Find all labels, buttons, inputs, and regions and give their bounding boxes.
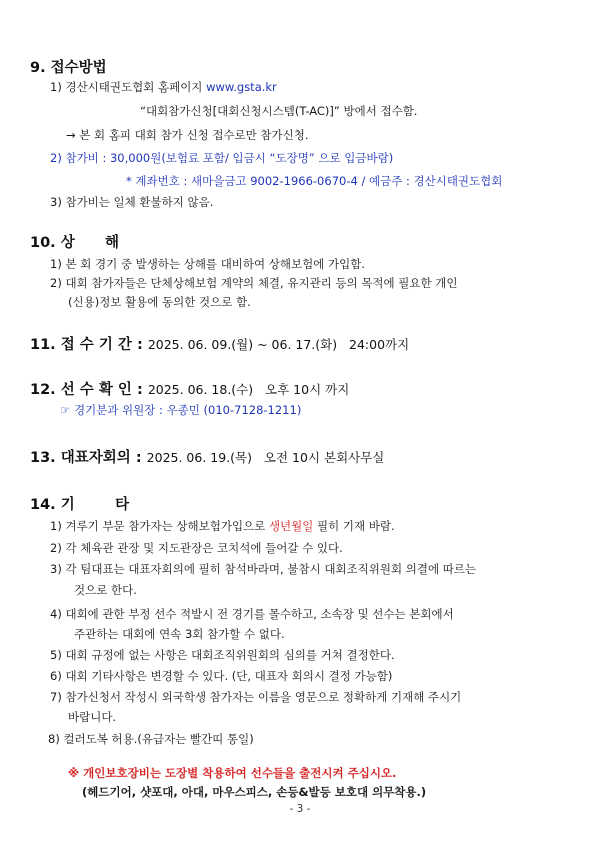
equipment-list: (헤드기어, 샷포대, 아대, 마우스피스, 손등&발등 보호대 의무착용.) — [82, 785, 427, 799]
sec14-line6: 6) 대회 기타사항은 변경할 수 있다. (단, 대표자 회의시 결정 가능함) — [50, 669, 393, 683]
sec10-line1: 1) 본 회 경기 중 발생하는 상해를 대비하여 상해보험에 가입함. — [50, 257, 365, 271]
section-10-title — [30, 231, 119, 252]
sec10-line2: 2) 대회 참가자들은 단체상해보험 계약의 체결, 유지관리 등의 목적에 필요한 개인 — [50, 276, 458, 290]
sec14-line7: 7) 참가신청서 작성시 외국학생 참가자는 이름을 영문으로 정확하게 기재해 주시기 — [50, 690, 462, 704]
section-14-title-text: 14. 기 타 — [30, 497, 130, 513]
sec14-line4b: 주관하는 대회에 연속 3회 참가할 수 없다. — [74, 627, 285, 641]
homepage-link[interactable]: www.gsta.kr — [206, 80, 277, 94]
sec14-line3b: 것으로 한다. — [74, 583, 137, 597]
sec9-account-line: * 계좌번호 : 새마을금고 9002-1966-0670-4 / 예금주 : 경산시태권도협회 — [126, 174, 503, 188]
section-10-title-text: 10. 상 해 — [30, 235, 120, 251]
section-9-title: 9. 접수방법 — [30, 60, 107, 76]
sec9-line1-text: 1) 경산시태권도협회 홈페이지 — [50, 80, 207, 94]
sec14-line2: 2) 각 체육관 관장 및 지도관장은 코치석에 들어갈 수 있다. — [50, 541, 343, 555]
sec14-line8: 8) 컬러도복 허용.(유급자는 빨간띠 통일) — [48, 732, 254, 746]
sec14-line1-text: 1) 겨루기 부문 참가자는 상해보험가입으로 — [50, 519, 269, 533]
page-number: - 3 - — [289, 803, 311, 815]
equipment-notice: ※ 개인보호장비는 도장별 착용하여 선수들을 출전시켜 주십시오. — [68, 766, 397, 780]
sec12-contact: ☞ 경기분과 위원장 : 우종민 (010-7128-1211) — [60, 403, 302, 417]
sec14-line3: 3) 각 팀대표는 대표자회의에 필히 참석바라며, 불참시 대회조직위원회 의결에 따르는 — [50, 562, 477, 576]
sec14-line1 — [50, 518, 395, 534]
section-12-title: 12. 선 수 확 인 : — [30, 382, 148, 398]
sec14-line4: 4) 대회에 관한 부정 선수 적발시 전 경기를 몰수하고, 소속장 및 선수는 본회에서 — [50, 607, 454, 621]
sec9-line3: 3) 참가비는 일체 환불하지 않음. — [50, 195, 214, 209]
sec9-line1 — [50, 79, 277, 95]
section-12-value: 2025. 06. 18.(수) 오후 10시 까지 — [147, 382, 350, 397]
section-13 — [30, 446, 384, 467]
section-14-title — [30, 493, 129, 514]
sec9-line1b: “대회참가신청[대회신청시스템(T-AC)]” 방에서 접수함. — [140, 104, 418, 118]
birthdate-highlight: 생년월일 — [268, 519, 314, 533]
section-11-value: 2025. 06. 09.(월) ~ 06. 17.(화) 24:00까지 — [147, 337, 410, 352]
section-13-title: 13. 대표자회의 : — [30, 450, 147, 466]
sec14-line7b: 바랍니다. — [68, 710, 117, 724]
sec9-fee-line: 2) 참가비 : 30,000원(보험료 포함/ 입금시 “도장명” 으로 입금바람) — [50, 151, 394, 165]
section-13-value: 2025. 06. 19.(목) 오전 10시 본회사무실 — [146, 450, 385, 465]
sec9-line1c: → 본 회 홈피 대회 참가 신청 접수로만 참가신청. — [66, 128, 309, 142]
section-11-title: 11. 접 수 기 간 : — [30, 337, 148, 353]
section-12 — [30, 378, 349, 399]
sec14-line1-post: 필히 기재 바람. — [313, 519, 395, 533]
sec14-line5: 5) 대회 규정에 없는 사항은 대회조직위원회의 심의를 거쳐 결정한다. — [50, 648, 395, 662]
sec10-line2b: (신용)정보 활용에 동의한 것으로 함. — [68, 295, 251, 309]
section-11 — [30, 333, 409, 354]
